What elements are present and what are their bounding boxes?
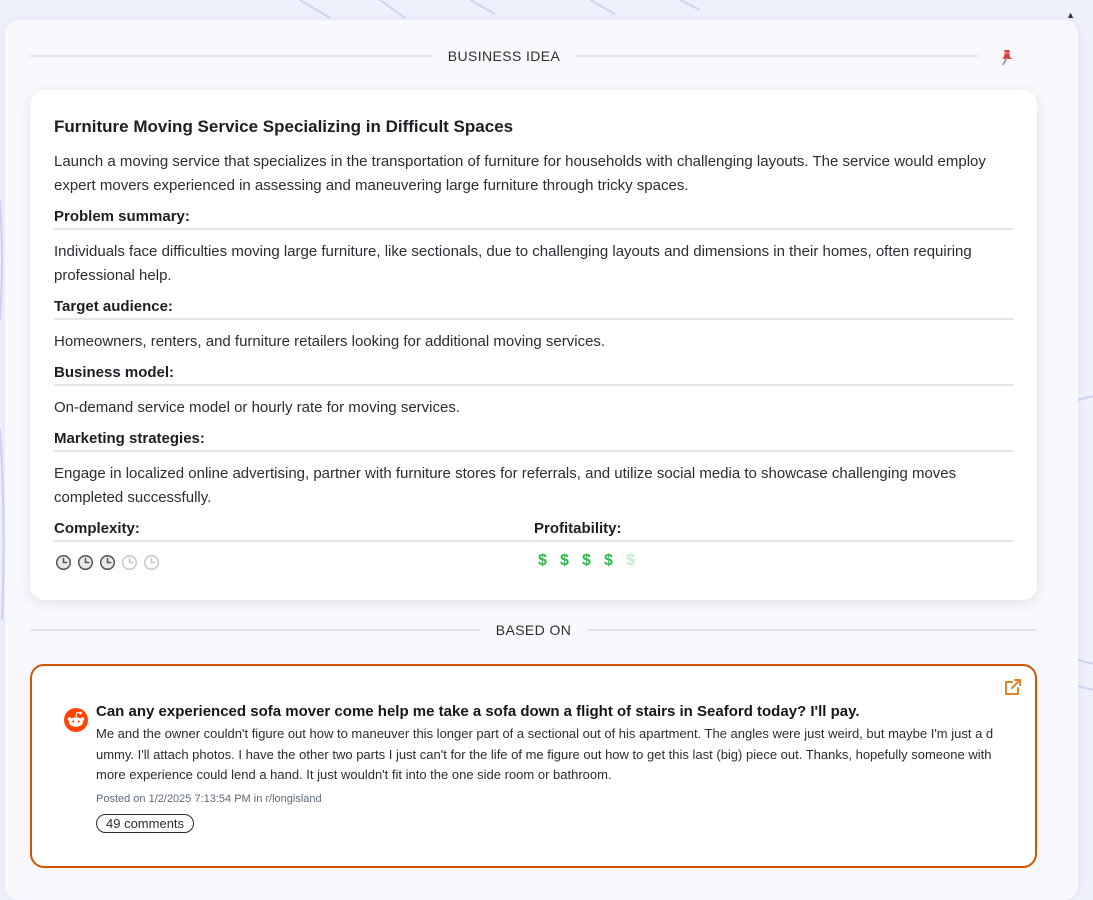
business-idea-card <box>30 90 1037 600</box>
complexity-rating <box>55 554 160 571</box>
clock-icon <box>55 554 72 571</box>
post-meta: Posted on 1/2/2025 7:13:54 PM in r/longisland <box>96 793 322 805</box>
clock-icon <box>77 554 94 571</box>
based-on-label: BASED ON <box>495 622 572 638</box>
dollar-icon: $ <box>582 552 591 569</box>
dollar-icon: $ <box>604 552 613 569</box>
marketing-strategies-text: Engage in localized online advertising, partner with furniture stores for referrals, and utilize social media to showcase challenging moves completed successfully. <box>54 465 957 506</box>
target-audience-text: Homeowners, renters, and furniture retailers looking for additional moving services. <box>54 333 606 350</box>
scroll-up-arrow[interactable]: ▲ <box>1066 10 1075 20</box>
clock-icon <box>121 554 138 571</box>
dollar-icon: $ <box>538 552 547 569</box>
reddit-icon <box>64 708 88 732</box>
divider-line-left <box>30 629 480 631</box>
external-link-icon[interactable] <box>1003 677 1023 697</box>
problem-summary-heading: Problem summary: <box>54 208 1013 230</box>
dollar-icon: $ <box>560 552 569 569</box>
idea-title: Furniture Moving Service Specializing in Difficult Spaces <box>54 117 514 136</box>
idea-description: Launch a moving service that specializes in the transportation of furniture for households with challenging layouts. The service would employ expert movers experienced in assessing and maneuvering large furniture through tricky spaces. <box>54 153 986 194</box>
post-title[interactable]: Can any experienced sofa mover come help me take a sofa down a flight of stairs in Seaford today? I'll pay. <box>96 703 860 720</box>
clock-icon <box>99 554 116 571</box>
business-idea-header <box>30 48 978 64</box>
marketing-strategies-heading: Marketing strategies: <box>54 430 1013 452</box>
post-body: Me and the owner couldn't figure out how to maneuver this longer part of a sectional out of his apartment. The angles were just weird, but maybe I'm just a dummy. I'll attach photos. I have the other two parts I just can't for the life of me figure out how to get this last (big) piece out. Thanks, hopefully someone with more experience could lend a hand. It just wouldn't fit into the one side room or bathroom. <box>96 726 994 782</box>
profitability-heading: Profitability: <box>534 520 1013 542</box>
comments-badge[interactable]: 49 comments <box>96 814 194 833</box>
business-model-text: On-demand service model or hourly rate for moving services. <box>54 399 460 416</box>
complexity-heading: Complexity: <box>54 520 533 542</box>
based-on-header <box>30 622 1037 638</box>
idea-panel <box>5 20 1078 900</box>
problem-summary-text: Individuals face difficulties moving large furniture, like sectionals, due to challenging layouts and dimensions in their homes, often requiring professional help. <box>54 243 972 284</box>
divider-line-left <box>30 55 432 57</box>
dollar-icon: $ <box>626 552 635 569</box>
profitability-rating <box>536 552 637 570</box>
target-audience-heading: Target audience: <box>54 298 1013 320</box>
divider-line-right <box>576 55 978 57</box>
section-label: BUSINESS IDEA <box>447 48 561 64</box>
business-model-heading: Business model: <box>54 364 1013 386</box>
source-post-card[interactable] <box>30 664 1037 868</box>
divider-line-right <box>587 629 1037 631</box>
pin-icon[interactable] <box>997 48 1017 68</box>
clock-icon <box>143 554 160 571</box>
